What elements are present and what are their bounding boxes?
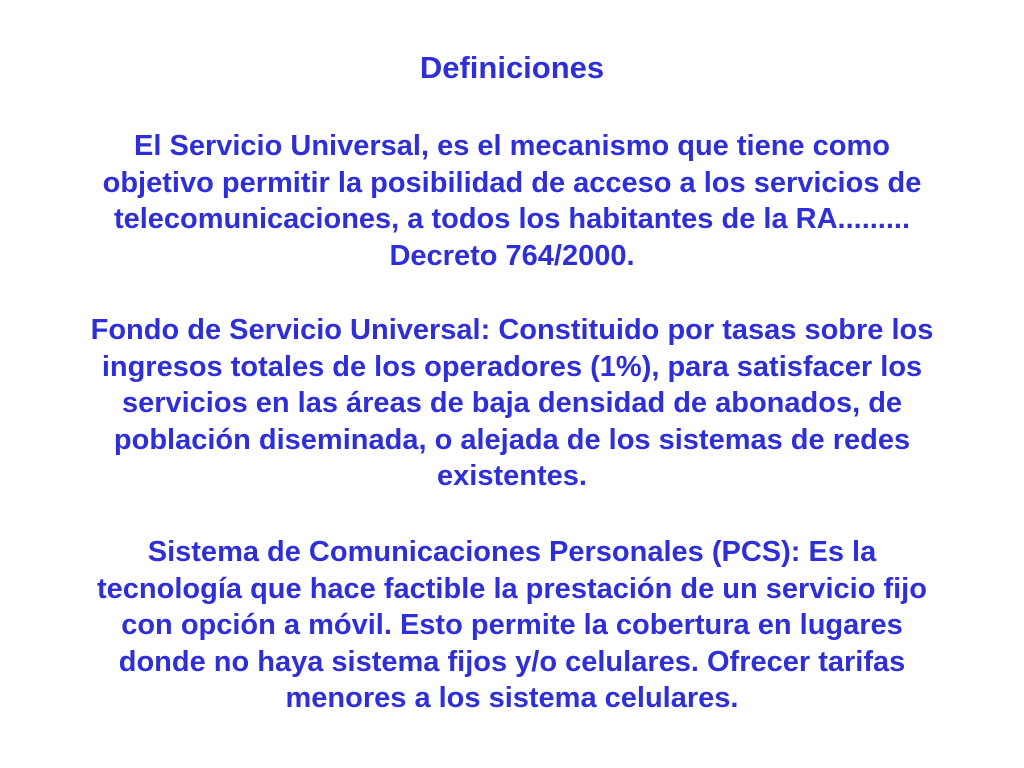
text-line: El Servicio Universal, es el mecanismo que tiene como xyxy=(134,130,890,162)
text-line: objetivo permitir la posibilidad de acceso a los servicios de xyxy=(102,166,922,199)
text-line: ingresos totales de los operadores (1%), para satisfacer los xyxy=(101,350,923,383)
text-line: población diseminada, o alejada de los sistemas de redes xyxy=(113,423,911,456)
text-line: Sistema de Comunicaciones Personales (PCS): Es la xyxy=(147,536,877,568)
text-line: menores a los sistema celulares. xyxy=(285,682,739,714)
definition-fondo-servicio-universal xyxy=(14,312,1010,495)
text-line: tecnología que hace factible la prestación de un servicio fijo xyxy=(97,572,927,605)
text-line: con opción a móvil. Esto permite la cobertura en lugares xyxy=(121,609,903,641)
text-line: Fondo de Servicio Universal: Constituido por tasas sobre los xyxy=(90,314,934,346)
text-line: donde no haya sistema fijos y/o celulares. Ofrecer tarifas xyxy=(118,645,906,678)
text-line: existentes. xyxy=(437,460,587,492)
definition-pcs xyxy=(14,534,1010,717)
slide-title: Definiciones xyxy=(419,50,605,85)
text-line: Decreto 764/2000. xyxy=(389,239,635,272)
text-line: telecomunicaciones, a todos los habitantes de la RA......... xyxy=(113,203,911,235)
definition-servicio-universal xyxy=(14,128,1010,274)
text-line: servicios en las áreas de baja densidad de abonados, de xyxy=(121,387,903,419)
